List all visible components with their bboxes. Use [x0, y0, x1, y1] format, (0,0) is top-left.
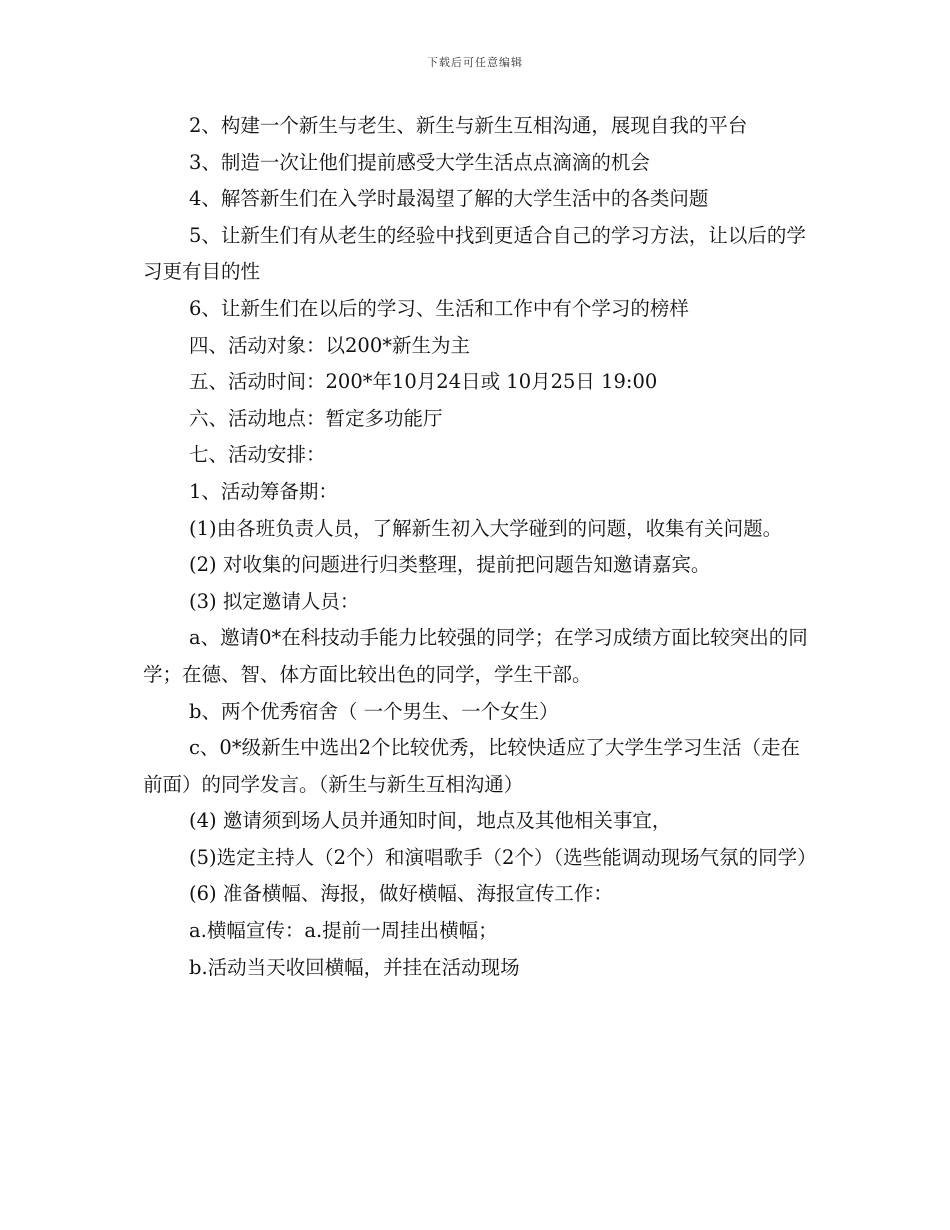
paragraph-step-5: (5)选定主持人（2个）和演唱歌手（2个）（选些能调动现场气氛的同学）	[189, 845, 817, 869]
paragraph-goal-4: 4、解答新生们在入学时最渴望了解的大学生活中的各类问题	[189, 187, 709, 211]
paragraph-goal-2: 2、构建一个新生与老生、新生与新生互相沟通，展现自我的平台	[189, 114, 748, 137]
paragraph-invite-a: a、邀请0*在科技动手能力比较强的同学；在学习成绩方面比较突出的同学；在德、智、体方面比较出色的同学，学生干部。	[143, 626, 808, 686]
paragraph-arrangement: 七、活动安排：	[189, 443, 326, 467]
paragraph-banner-b: b.活动当天收回横幅，并挂在活动现场	[189, 955, 520, 979]
paragraph-step-3: (3) 拟定邀请人员：	[189, 589, 360, 613]
paragraph-step-2: (2) 对收集的问题进行归类整理，提前把问题告知邀请嘉宾。	[189, 553, 711, 577]
page-header: 下载后可任意编辑	[427, 56, 523, 69]
paragraph-step-6: (6) 准备横幅、海报，做好横幅、海报宣传工作：	[189, 882, 613, 906]
paragraph-preparation: 1、活动筹备期：	[189, 479, 338, 503]
paragraph-invite-b: b、两个优秀宿舍（ 一个男生、一个女生）	[189, 699, 559, 723]
paragraph-banner-a: a.横幅宣传：a.提前一周挂出横幅；	[189, 919, 498, 943]
document-body	[143, 108, 815, 986]
paragraph-time: 五、活动时间：200*年10月24日或 10月25日 19:00	[189, 370, 658, 394]
paragraph-step-4: (4) 邀请须到场人员并通知时间，地点及其他相关事宜，	[189, 809, 672, 833]
paragraph-goal-6: 6、让新生们在以后的学习、生活和工作中有个学习的榜样	[189, 296, 689, 320]
paragraph-goal-5: 5、让新生们有从老生的经验中找到更适合自己的学习方法，让以后的学习更有目的性	[143, 223, 806, 284]
paragraph-step-1: (1)由各班负责人员，了解新生初入大学碰到的问题，收集有关问题。	[189, 516, 783, 540]
paragraph-invite-c: c、0*级新生中选出2个比较优秀，比较快适应了大学生学习生活（走在前面）的同学发言。（新生与新生互相沟通）	[143, 736, 800, 796]
paragraph-target: 四、活动对象：以200*新生为主	[189, 333, 470, 357]
paragraph-location: 六、活动地点：暂定多功能厅	[189, 406, 443, 430]
paragraph-goal-3: 3、制造一次让他们提前感受大学生活点点滴滴的机会	[189, 150, 650, 174]
